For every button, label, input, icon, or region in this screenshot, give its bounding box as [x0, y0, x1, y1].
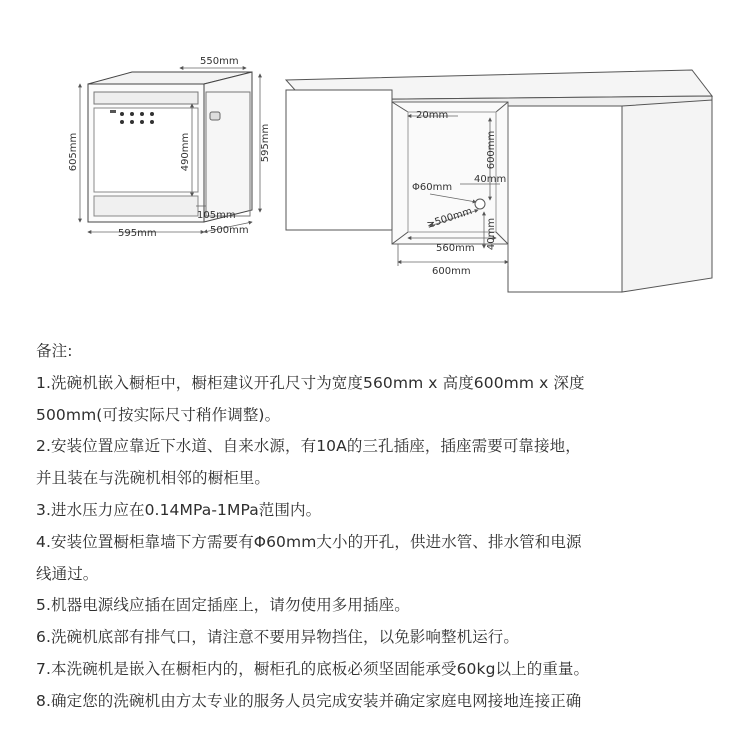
installation-diagram	[0, 0, 750, 330]
dim-top-width: 550mm	[200, 56, 239, 67]
note-line: 2.安装位置应靠近下水道、自来水源，有10A的三孔插座，插座需要可靠接地，	[36, 437, 581, 456]
dim-opening-depth: ≥500mm	[425, 205, 474, 231]
dim-inner-height: 490mm	[180, 132, 191, 172]
note-line: 5.机器电源线应插在固定插座上，请勿使用多用插座。	[36, 596, 410, 615]
dim-outer-width: 600mm	[432, 266, 471, 277]
dishwasher-drawing	[88, 72, 252, 222]
note-line: 1.洗碗机嵌入橱柜中，橱柜建议开孔尺寸为宽度560mm x 高度600mm x 深度	[36, 373, 585, 392]
dim-height: 605mm	[68, 132, 79, 172]
note-line: 500mm(可按实际尺寸稍作调整)。	[36, 405, 281, 424]
note-line: 线通过。	[36, 564, 99, 583]
note-line: 8.确定您的洗碗机由方太专业的服务人员完成安装并确定家庭电网接地连接正确	[36, 691, 582, 710]
dim-side-height: 595mm	[260, 123, 271, 163]
note-line: 并且装在与洗碗机相邻的橱柜里。	[36, 469, 271, 488]
dim-depth: 500mm	[210, 225, 249, 236]
dim-opening-height: 600mm	[486, 130, 497, 170]
dim-hole-height: 40mm	[486, 217, 497, 251]
notes-heading: 备注:	[36, 342, 73, 360]
note-line: 4.安装位置橱柜靠墙下方需要有Φ60mm大小的开孔，供进水管、排水管和电源	[36, 532, 582, 551]
note-line: 7.本洗碗机是嵌入在橱柜内的，橱柜孔的底板必须坚固能承受60kg以上的重量。	[36, 659, 590, 678]
note-line: 3.进水压力应在0.14MPa-1MPa范围内。	[36, 500, 322, 519]
dim-gap: 20mm	[416, 110, 449, 121]
dim-front-width: 595mm	[118, 228, 157, 239]
installation-notes	[36, 336, 736, 718]
dim-hole-offset: 40mm	[474, 174, 507, 185]
dim-kick-height: 105mm	[197, 210, 236, 221]
dim-inner-width: 560mm	[436, 243, 475, 254]
note-line: 6.洗碗机底部有排气口，请注意不要用异物挡住，以免影响整机运行。	[36, 628, 519, 647]
dim-hole-label: Φ60mm	[412, 182, 453, 193]
